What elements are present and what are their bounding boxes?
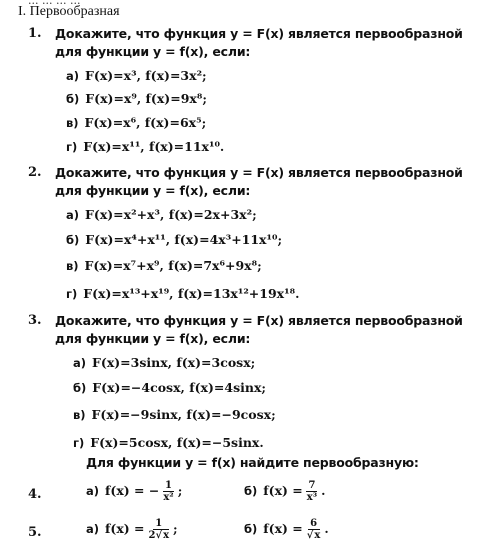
item-lhs: f(x) = [263,521,303,536]
task-4-item-b [244,480,325,503]
task-3-item-a [73,355,255,370]
task-2-prompt-line1: Докажите, что функция y = F(x) является первообразной [55,165,463,180]
task-1-item-c [66,115,206,130]
task-3-item-c [73,407,276,422]
item-text: F(x)=3sinx, f(x)=3cosx; [92,355,256,370]
item-end: ; [177,483,183,498]
fraction-denominator: x² [163,492,174,503]
task-4-number: 4. [28,487,42,502]
item-label: б) [66,233,80,247]
task-1-item-a [66,68,207,83]
item-text: F(x)=x¹¹, f(x)=11x¹⁰. [83,139,225,154]
fraction-numerator: 7 [308,480,316,491]
item-text: F(x)=x²+x³, f(x)=2x+3x²; [85,207,257,222]
fraction-numerator: 1 [155,518,163,529]
item-lhs: f(x) = − [105,483,160,498]
task-2-item-d [66,286,299,301]
item-text: F(x)=−4cosx, f(x)=4sinx; [92,380,267,395]
sqrt-icon: √ [155,530,163,541]
item-text: F(x)=x⁷+x⁹, f(x)=7x⁶+9x⁸; [84,258,262,273]
task-2-number: 2. [28,165,42,180]
task-3-prompt-line1: Докажите, что функция y = F(x) является первообразной [55,313,463,328]
item-label: а) [86,484,100,498]
fraction [147,518,172,541]
item-label: а) [73,356,87,370]
header-cut-text: ... ... ... ... [28,0,81,7]
radicand: x [163,530,170,541]
task-5-item-a [86,518,178,541]
task-3-number: 3. [28,313,42,328]
item-label: б) [66,92,80,106]
section-title: I. Первообразная [18,4,120,19]
item-label: г) [73,436,85,450]
item-label: в) [66,116,79,130]
task-5-item-b [244,518,329,541]
item-text: F(x)=x⁴+x¹¹, f(x)=4x³+11x¹⁰; [85,232,283,247]
item-label: в) [66,259,79,273]
radicand: x [314,530,321,541]
fraction-numerator: 1 [165,480,172,491]
item-text: F(x)=5cosx, f(x)=−5sinx. [90,435,264,450]
fraction [305,518,323,541]
item-label: а) [66,69,80,83]
item-label: б) [244,484,258,498]
item-label: б) [73,381,87,395]
item-label: а) [66,208,80,222]
item-text: F(x)=x⁶, f(x)=6x⁵; [84,115,207,130]
item-text: F(x)=x³, f(x)=3x²; [85,68,207,83]
task-1-item-b [66,91,207,106]
item-label: г) [66,140,78,154]
fraction [305,480,319,503]
task-2-prompt-line2: для функции y = f(x), если: [55,183,251,198]
item-lhs: f(x) = [105,521,145,536]
item-text: F(x)=x⁹, f(x)=9x⁸; [85,91,207,106]
task-3-item-d [73,435,264,450]
task-1-item-d [66,139,224,154]
item-end: ; [173,521,178,536]
task-2-item-a [66,207,257,222]
item-end: . [321,483,326,498]
task-3-prompt-line2: для функции y = f(x), если: [55,331,251,346]
task-1-prompt-line1: Докажите, что функция y = F(x) является первообразной [55,26,463,41]
denominator-coefficient: 2 [148,530,156,541]
item-text: F(x)=−9sinx, f(x)=−9cosx; [91,407,276,422]
fraction [161,480,175,503]
task-2-item-c [66,258,262,273]
item-label: г) [66,287,78,301]
fraction-denominator: x³ [306,492,318,503]
item-end: . [324,521,329,536]
task-1-number: 1. [28,26,42,41]
task-5-number: 5. [28,525,42,540]
sqrt-icon: √ [306,530,314,541]
item-label: б) [244,522,258,536]
item-label: а) [86,522,100,536]
item-text: F(x)=x¹³+x¹⁹, f(x)=13x¹²+19x¹⁸. [83,286,300,301]
instruction-text: Для функции y = f(x) найдите первообразную: [86,455,419,470]
item-lhs: f(x) = [263,483,303,498]
fraction-denominator [147,530,172,541]
fraction-denominator [305,530,323,541]
task-1-prompt-line2: для функции y = f(x), если: [55,44,251,59]
fraction-numerator: 6 [310,518,318,529]
task-4-item-a [86,480,182,503]
task-3-item-b [73,380,266,395]
item-label: в) [73,408,86,422]
task-2-item-b [66,232,282,247]
